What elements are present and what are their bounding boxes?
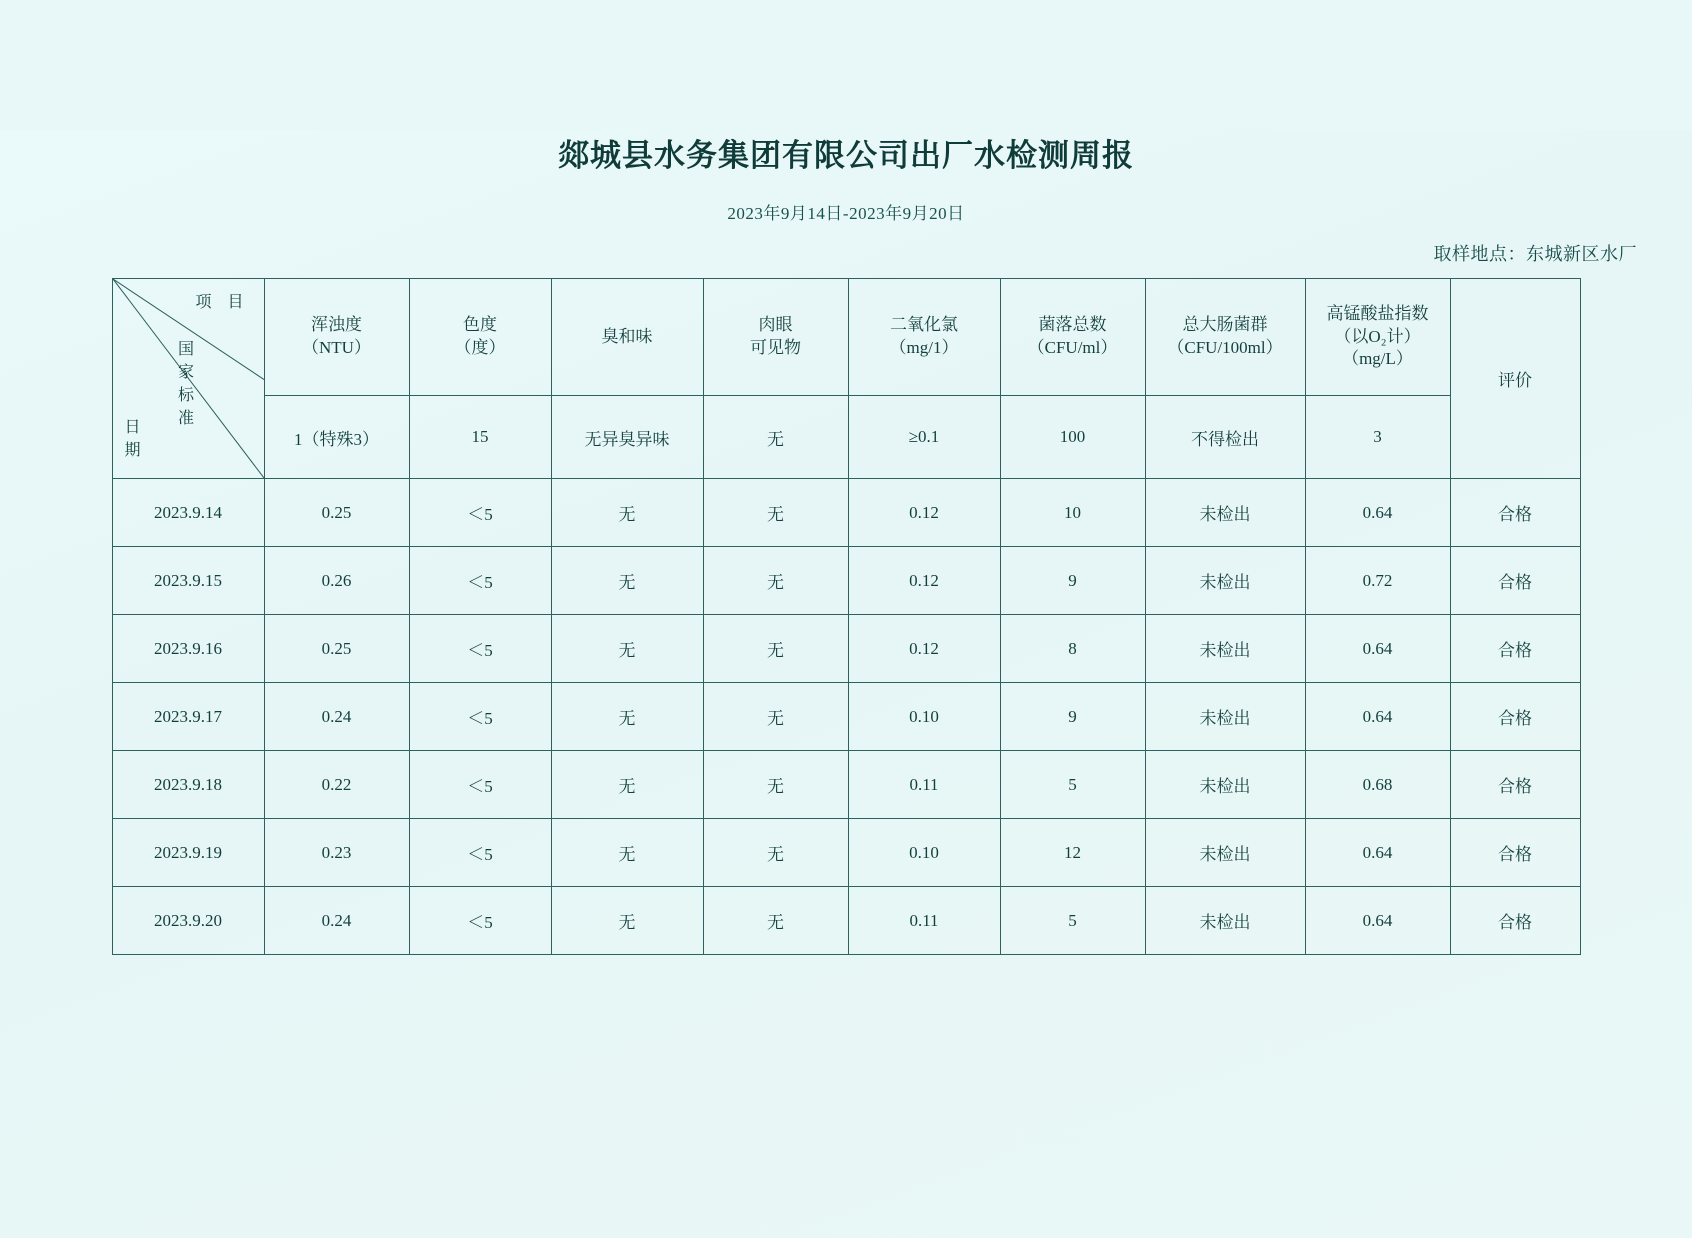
cell-chroma: ＜5 (409, 819, 551, 887)
cell-chroma: ＜5 (409, 615, 551, 683)
table-row (112, 547, 1580, 615)
cell-turbidity: 0.26 (264, 547, 409, 615)
column-header-chlorine-dioxide (848, 279, 1000, 396)
cell-turbidity: 0.24 (264, 887, 409, 955)
cell-colony-count: 10 (1000, 479, 1145, 547)
cell-turbidity: 0.24 (264, 683, 409, 751)
cell-chlorine-dioxide: 0.12 (848, 479, 1000, 547)
cell-turbidity: 0.25 (264, 615, 409, 683)
header-line-2: （CFU/ml） (1027, 338, 1118, 357)
standard-turbidity: 1（特殊3） (264, 396, 409, 479)
header-line-2: （mg/1） (889, 338, 959, 357)
cell-odor-taste: 无 (551, 683, 703, 751)
cell-chroma: ＜5 (409, 751, 551, 819)
cell-chroma: ＜5 (409, 683, 551, 751)
cell-permanganate-index: 0.64 (1305, 615, 1450, 683)
cell-evaluation: 合格 (1450, 479, 1580, 547)
page-title: 郯城县水务集团有限公司出厂水检测周报 (558, 138, 1134, 173)
row-date: 2023.9.15 (112, 547, 264, 615)
header-line-1: 总大肠菌群 (1182, 315, 1268, 335)
corner-header-cell (112, 279, 264, 479)
table-row (112, 751, 1580, 819)
cell-visible-matter: 无 (703, 615, 848, 683)
cell-permanganate-index: 0.64 (1305, 887, 1450, 955)
standard-coliform: 不得检出 (1145, 396, 1305, 479)
table-row (112, 479, 1580, 547)
water-quality-table (112, 278, 1581, 955)
cell-chroma: ＜5 (409, 479, 551, 547)
row-date: 2023.9.19 (112, 819, 264, 887)
cell-coliform: 未检出 (1145, 479, 1305, 547)
standard-colony-count: 100 (1000, 396, 1145, 479)
cell-permanganate-index: 0.64 (1305, 479, 1450, 547)
column-header-turbidity (264, 279, 409, 396)
cell-chroma: ＜5 (409, 887, 551, 955)
cell-turbidity: 0.25 (264, 479, 409, 547)
cell-odor-taste: 无 (551, 819, 703, 887)
cell-turbidity: 0.22 (264, 751, 409, 819)
sampling-location: 取样地点：东城新区水厂 (1433, 244, 1637, 264)
column-header-coliform (1145, 279, 1305, 396)
cell-visible-matter: 无 (703, 819, 848, 887)
column-header-odor-taste (551, 279, 703, 396)
row-date: 2023.9.16 (112, 615, 264, 683)
standard-chlorine-dioxide: ≥0.1 (848, 396, 1000, 479)
column-header-permanganate-index (1305, 279, 1450, 396)
cell-chlorine-dioxide: 0.10 (848, 683, 1000, 751)
standard-visible-matter: 无 (703, 396, 848, 479)
cell-turbidity: 0.23 (264, 819, 409, 887)
header-line-2: 可见物 (750, 338, 801, 357)
cell-colony-count: 5 (1000, 887, 1145, 955)
column-header-visible-matter (703, 279, 848, 396)
cell-coliform: 未检出 (1145, 751, 1305, 819)
column-header-evaluation: 评价 (1450, 279, 1580, 479)
header-line-2: （以O₂计） (1334, 326, 1421, 346)
header-line-2: （CFU/100ml） (1167, 338, 1283, 357)
cell-permanganate-index: 0.64 (1305, 683, 1450, 751)
row-date: 2023.9.17 (112, 683, 264, 751)
header-line-1: 肉眼 (758, 315, 793, 335)
cell-permanganate-index: 0.64 (1305, 819, 1450, 887)
header-line-1: 臭和味 (601, 326, 653, 346)
cell-chlorine-dioxide: 0.12 (848, 615, 1000, 683)
cell-colony-count: 8 (1000, 615, 1145, 683)
cell-odor-taste: 无 (551, 615, 703, 683)
corner-date-label: 日 期 (124, 419, 147, 459)
table-row (112, 683, 1580, 751)
cell-evaluation: 合格 (1450, 547, 1580, 615)
cell-chlorine-dioxide: 0.10 (848, 819, 1000, 887)
cell-colony-count: 9 (1000, 547, 1145, 615)
row-date: 2023.9.18 (112, 751, 264, 819)
cell-odor-taste: 无 (551, 751, 703, 819)
table-row (112, 887, 1580, 955)
document-page (0, 130, 1692, 1238)
cell-colony-count: 9 (1000, 683, 1145, 751)
cell-visible-matter: 无 (703, 887, 848, 955)
cell-permanganate-index: 0.72 (1305, 547, 1450, 615)
column-header-colony-count (1000, 279, 1145, 396)
cell-colony-count: 5 (1000, 751, 1145, 819)
cell-permanganate-index: 0.68 (1305, 751, 1450, 819)
cell-coliform: 未检出 (1145, 819, 1305, 887)
row-date: 2023.9.20 (112, 887, 264, 955)
table-header-row (112, 279, 1580, 396)
cell-evaluation: 合格 (1450, 887, 1580, 955)
cell-coliform: 未检出 (1145, 615, 1305, 683)
cell-coliform: 未检出 (1145, 887, 1305, 955)
cell-visible-matter: 无 (703, 683, 848, 751)
corner-item-label: 项 目 (195, 294, 250, 311)
header-line-1: 色度 (463, 315, 497, 335)
cell-visible-matter: 无 (703, 751, 848, 819)
date-range: 2023年9月14日-2023年9月20日 (727, 204, 965, 223)
cell-coliform: 未检出 (1145, 547, 1305, 615)
cell-chlorine-dioxide: 0.11 (848, 887, 1000, 955)
row-date: 2023.9.14 (112, 479, 264, 547)
header-line-1: 高锰酸盐指数 (1326, 303, 1429, 323)
table-row (112, 615, 1580, 683)
header-line-1: 菌落总数 (1038, 315, 1107, 335)
standard-odor-taste: 无异臭异味 (551, 396, 703, 479)
cell-visible-matter: 无 (703, 547, 848, 615)
standard-permanganate-index: 3 (1305, 396, 1450, 479)
header-line-2: （度） (454, 338, 506, 357)
cell-evaluation: 合格 (1450, 683, 1580, 751)
cell-chroma: ＜5 (409, 547, 551, 615)
header-line-1: 二氧化氯 (890, 315, 958, 335)
cell-chlorine-dioxide: 0.11 (848, 751, 1000, 819)
cell-odor-taste: 无 (551, 887, 703, 955)
cell-evaluation: 合格 (1450, 615, 1580, 683)
header-line-2: （NTU） (302, 338, 371, 357)
cell-odor-taste: 无 (551, 479, 703, 547)
header-line-3: （mg/L） (1342, 349, 1413, 369)
column-header-chroma (409, 279, 551, 396)
standard-chroma: 15 (409, 396, 551, 479)
header-line-1: 浑浊度 (311, 315, 362, 335)
cell-odor-taste: 无 (551, 547, 703, 615)
cell-visible-matter: 无 (703, 479, 848, 547)
cell-evaluation: 合格 (1450, 751, 1580, 819)
corner-national-label: 国 家 标 准 (177, 341, 199, 428)
cell-coliform: 未检出 (1145, 683, 1305, 751)
cell-evaluation: 合格 (1450, 819, 1580, 887)
standard-values-row (112, 396, 1580, 479)
cell-colony-count: 12 (1000, 819, 1145, 887)
cell-chlorine-dioxide: 0.12 (848, 547, 1000, 615)
table-row (112, 819, 1580, 887)
